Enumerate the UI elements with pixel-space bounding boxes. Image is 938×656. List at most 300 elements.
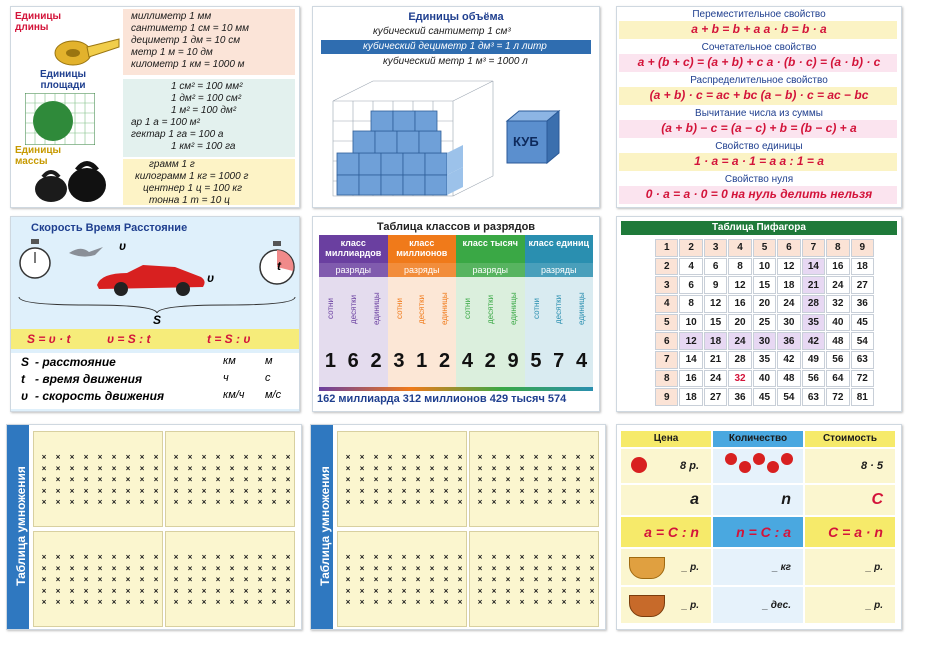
rank-label: десятки (417, 294, 427, 324)
pythagoras-cell: 8 (728, 258, 751, 276)
mult-row: × × × × × (171, 452, 181, 506)
pythagoras-cell: 12 (777, 258, 800, 276)
price-cell: 8 р. (621, 449, 711, 483)
mult-row: × × × × × (213, 452, 223, 506)
price-cell: a = C : n (621, 517, 711, 547)
mult-row: × × × × × (559, 452, 569, 506)
property-formula: 0 · a = a · 0 = 0 на нуль делить нельзя (645, 187, 873, 201)
apple-icon (781, 453, 793, 465)
classes-title: Таблица классов и разрядов (376, 221, 536, 233)
price-cell: _ дес. (713, 587, 803, 623)
rank-label: сотни (325, 298, 335, 320)
legend-unit-2: с (265, 372, 271, 384)
pythagoras-cell: 27 (704, 388, 727, 406)
pythagoras-cell: 63 (802, 388, 825, 406)
digit: 9 (507, 350, 519, 372)
mult-row: × × × × × (81, 452, 91, 506)
rank-label: единицы (508, 292, 518, 326)
pythagoras-cell: 35 (802, 314, 825, 332)
apple-icon (631, 457, 647, 473)
pythagoras-cell: 24 (826, 276, 849, 294)
formula-3: t = S : υ (207, 332, 251, 346)
mult-row: × × × × × (531, 552, 541, 606)
mult-block (469, 531, 599, 627)
pythagoras-cell: 4 (655, 295, 678, 313)
mass-row-4: тонна 1 т = 10 ц (149, 195, 230, 206)
mass-title: Единицы массы (15, 145, 62, 167)
pythagoras-cell: 14 (679, 351, 702, 369)
mult-row: × × × × × (199, 552, 209, 606)
digit: 5 (530, 350, 542, 372)
mult-row: × × × × × (39, 552, 49, 606)
tape-measure-icon (51, 29, 121, 69)
digit: 7 (553, 350, 565, 372)
pythagoras-cell: 48 (777, 370, 800, 388)
mult-row: × × × × × (455, 552, 465, 606)
pythagoras-cell: 24 (728, 332, 751, 350)
mult-row: × × × × × (171, 552, 181, 606)
mult-row: × × × × × (53, 552, 63, 606)
weight-icon (29, 157, 109, 205)
stopwatch-icon (17, 239, 53, 281)
mult-row: × × × × × (39, 452, 49, 506)
pythagoras-cell: 16 (728, 295, 751, 313)
pythagoras-cell: 18 (777, 276, 800, 294)
pythagoras-cell: 3 (704, 239, 727, 257)
digit: 6 (347, 350, 359, 372)
mult-row: × × × × × (587, 452, 597, 506)
property-title: Свойство нуля (724, 174, 794, 185)
mult-row: × × × × × (343, 452, 353, 506)
property-title: Распределительное свойство (690, 75, 828, 86)
pythagoras-cell: 5 (753, 239, 776, 257)
volume-title: Единицы объёма (408, 11, 504, 23)
bird-icon (67, 243, 107, 261)
length-row-4: метр 1 м = 10 дм (131, 47, 213, 58)
mult-row: × × × × × (67, 552, 77, 606)
legend-text: - время движения (35, 372, 143, 386)
digit: 1 (324, 350, 336, 372)
speed-v-label: υ (207, 271, 215, 285)
mult-row: × × × × × (413, 552, 423, 606)
mult-row: × × × × × (95, 552, 105, 606)
classes-caption: 162 миллиарда 312 миллионов 429 тысяч 574 (317, 393, 567, 405)
length-row-5: километр 1 км = 1000 м (131, 59, 245, 70)
area-row-1: 1 см² = 100 мм² (171, 81, 243, 92)
pythagoras-cell: 3 (655, 276, 678, 294)
digit: 2 (439, 350, 451, 372)
pythagoras-cell: 20 (753, 295, 776, 313)
property-title: Свойство единицы (715, 141, 803, 152)
mult-row: × × × × × (123, 552, 133, 606)
area-title: Единицы площади (39, 69, 87, 91)
pythagoras-cell: 8 (826, 239, 849, 257)
mult-row: × × × × × (503, 452, 513, 506)
price-cell: C (805, 485, 895, 515)
mult-row: × × × × × (81, 552, 91, 606)
pythagoras-cell: 48 (826, 332, 849, 350)
mult-card-left (6, 424, 302, 630)
classes-grid (319, 235, 593, 391)
class-header: класс миллионов (388, 235, 457, 263)
mult-row: × × × × × (427, 452, 437, 506)
rank-label: десятки (348, 294, 358, 324)
speed-title: Скорость Время Расстояние (31, 222, 188, 234)
price-cell: _ р. (621, 587, 711, 623)
mult-row: × × × × × (371, 452, 381, 506)
pythagoras-cell: 40 (826, 314, 849, 332)
mult-row: × × × × × (199, 452, 209, 506)
mult-block (337, 531, 467, 627)
digit: 4 (461, 350, 473, 372)
pythagoras-cell: 28 (802, 295, 825, 313)
pythagoras-cell: 40 (753, 370, 776, 388)
pythagoras-cell: 18 (851, 258, 874, 276)
length-row-3: дециметр 1 дм = 10 см (131, 35, 241, 46)
area-row-5: гектар 1 га = 100 а (131, 129, 224, 140)
price-grid (621, 431, 897, 625)
mult-row: × × × × × (587, 552, 597, 606)
pythagoras-cell: 72 (851, 370, 874, 388)
price-cell: _ р. (805, 587, 895, 623)
razr-label: разряды (525, 263, 594, 277)
apple-icon (753, 453, 765, 465)
pythagoras-cell: 5 (655, 314, 678, 332)
mult-row: × × × × × (213, 552, 223, 606)
pythagoras-cell: 36 (851, 295, 874, 313)
price-header: Стоимость (805, 431, 895, 447)
pythagoras-cell: 12 (728, 276, 751, 294)
mult-row: × × × × × (255, 452, 265, 506)
mult-row: × × × × × (241, 452, 251, 506)
razr-label: разряды (456, 263, 525, 277)
mass-row-1: грамм 1 г (149, 159, 195, 170)
mult-row: × × × × × (255, 552, 265, 606)
speed-card (10, 216, 300, 412)
pythagoras-cell: 24 (777, 295, 800, 313)
property-formula: 1 · a = a · 1 = a a : 1 = a (694, 154, 824, 168)
mult-row: × × × × × (399, 552, 409, 606)
mult-card-right (310, 424, 606, 630)
mult-title-left: Таблица умножения (14, 466, 28, 586)
pythagoras-grid (655, 239, 875, 407)
legend-unit-1: км/ч (223, 389, 245, 401)
pythagoras-cell: 12 (679, 332, 702, 350)
mult-row: × × × × × (413, 452, 423, 506)
speed-v-label-top: υ (119, 239, 127, 253)
volume-card (312, 6, 600, 208)
pythagoras-cell: 18 (704, 332, 727, 350)
mult-row: × × × × × (545, 452, 555, 506)
price-cell: _ р. (805, 549, 895, 585)
apple-icon (739, 461, 751, 473)
mult-row: × × × × × (489, 552, 499, 606)
pythagoras-cell: 56 (802, 370, 825, 388)
mult-row: × × × × × (241, 552, 251, 606)
price-header: Количество (713, 431, 803, 447)
pythagoras-title: Таблица Пифагора (712, 222, 806, 233)
pythagoras-cell: 8 (655, 370, 678, 388)
mult-row: × × × × × (441, 452, 451, 506)
mult-block (165, 531, 295, 627)
mult-row: × × × × × (151, 552, 161, 606)
mass-row-3: центнер 1 ц = 100 кг (143, 183, 243, 194)
legend-unit-1: ч (223, 372, 229, 384)
mult-title-right: Таблица умножения (318, 466, 332, 586)
rank-label: сотни (531, 298, 541, 320)
pythagoras-cell: 27 (851, 276, 874, 294)
speed-legend (11, 353, 299, 409)
digit: 2 (370, 350, 382, 372)
pythagoras-cell: 20 (728, 314, 751, 332)
mult-row: × × × × × (109, 552, 119, 606)
cube-label: КУБ (513, 134, 539, 149)
pythagoras-cell: 24 (704, 370, 727, 388)
pythagoras-cell: 1 (655, 239, 678, 257)
car-icon (91, 261, 211, 297)
rank-label: единицы (440, 292, 450, 326)
mult-row: × × × × × (559, 552, 569, 606)
pythagoras-cell: 6 (679, 276, 702, 294)
property-formula: a + (b + c) = (a + b) + c a · (b · c) = (a · b) · c (637, 55, 881, 69)
price-cell: _ р. (621, 549, 711, 585)
area-grid-icon (25, 93, 95, 145)
pythagoras-cell: 28 (728, 351, 751, 369)
mult-row: × × × × × (573, 452, 583, 506)
mult-row: × × × × × (385, 552, 395, 606)
mult-row: × × × × × (67, 452, 77, 506)
pythagoras-cell: 9 (704, 276, 727, 294)
property-title: Сочетательное свойство (701, 42, 817, 53)
length-row-2: сантиметр 1 см = 10 мм (131, 23, 250, 34)
mult-row: × × × × × (503, 552, 513, 606)
pythagoras-cell: 32 (826, 295, 849, 313)
pythagoras-cell: 12 (704, 295, 727, 313)
mult-row: × × × × × (385, 452, 395, 506)
mult-row: × × × × × (137, 552, 147, 606)
mult-row: × × × × × (343, 552, 353, 606)
razr-label: разряды (388, 263, 457, 277)
pythagoras-cell: 45 (753, 388, 776, 406)
class-header: класс тысяч (456, 235, 525, 263)
mult-row: × × × × × (399, 452, 409, 506)
mult-row: × × × × × (545, 552, 555, 606)
mass-row-2: килограмм 1 кг = 1000 г (135, 171, 249, 182)
pythagoras-cell: 32 (728, 370, 751, 388)
rank-label: единицы (577, 292, 587, 326)
pythagoras-cell: 10 (679, 314, 702, 332)
mult-row: × × × × × (475, 552, 485, 606)
volume-row-1: кубический сантиметр 1 см³ (373, 26, 511, 37)
pythagoras-cell: 54 (851, 332, 874, 350)
pythagoras-cell: 42 (802, 332, 825, 350)
formula-2: υ = S : t (107, 332, 151, 346)
apple-icon (725, 453, 737, 465)
volume-row-3: кубический метр 1 м³ = 1000 л (383, 56, 528, 67)
pythagoras-cell: 54 (777, 388, 800, 406)
mult-row: × × × × × (283, 452, 293, 506)
price-card (616, 424, 902, 630)
digit: 4 (576, 350, 588, 372)
pythagoras-cell: 16 (826, 258, 849, 276)
mult-row: × × × × × (573, 552, 583, 606)
apple-icon (767, 461, 779, 473)
mult-row: × × × × × (475, 452, 485, 506)
class-header: класс миллиардов (319, 235, 388, 263)
pythagoras-cell: 9 (851, 239, 874, 257)
rank-label: десятки (485, 294, 495, 324)
mult-row: × × × × × (151, 452, 161, 506)
basket-icon (629, 595, 665, 617)
mult-block (165, 431, 295, 527)
mult-row: × × × × × (357, 452, 367, 506)
pythagoras-cell: 10 (753, 258, 776, 276)
mult-row: × × × × × (489, 452, 499, 506)
legend-text: - расстояние (35, 355, 116, 369)
mult-block (33, 531, 163, 627)
pythagoras-cell: 4 (728, 239, 751, 257)
pythagoras-cell: 56 (826, 351, 849, 369)
mult-row: × × × × × (109, 452, 119, 506)
property-formula: (a + b) · c = ac + bc (a − b) · c = ac − bc (649, 88, 869, 102)
pythagoras-cell: 72 (826, 388, 849, 406)
area-row-3: 1 м² = 100 дм² (171, 105, 237, 116)
properties-card (616, 6, 902, 208)
mult-row: × × × × × (455, 452, 465, 506)
rank-label: сотни (462, 298, 472, 320)
pythagoras-cell: 15 (704, 314, 727, 332)
pythagoras-cell: 16 (679, 370, 702, 388)
units-card (10, 6, 300, 208)
mult-row: × × × × × (427, 552, 437, 606)
pythagoras-cell: 30 (753, 332, 776, 350)
digit: 3 (393, 350, 405, 372)
pythagoras-cell: 36 (728, 388, 751, 406)
pythagoras-cell: 45 (851, 314, 874, 332)
mult-row: × × × × × (517, 552, 527, 606)
price-cell: _ кг (713, 549, 803, 585)
legend-unit-1: км (223, 355, 236, 367)
pythagoras-cell: 63 (851, 351, 874, 369)
mult-row: × × × × × (269, 552, 279, 606)
digit: 1 (416, 350, 428, 372)
pythagoras-cell: 9 (655, 388, 678, 406)
pythagoras-cell: 2 (655, 258, 678, 276)
razr-label: разряды (319, 263, 388, 277)
mult-row: × × × × × (531, 452, 541, 506)
mult-row: × × × × × (53, 452, 63, 506)
legend-symbol: t (21, 372, 25, 386)
price-cell: n (713, 485, 803, 515)
mult-block (337, 431, 467, 527)
price-cell: n = C : a (713, 517, 803, 547)
pythagoras-cell: 21 (704, 351, 727, 369)
mult-row: × × × × × (371, 552, 381, 606)
mult-row: × × × × × (441, 552, 451, 606)
legend-symbol: υ (21, 389, 29, 403)
pythagoras-cell: 6 (655, 332, 678, 350)
mult-row: × × × × × (185, 552, 195, 606)
property-title: Переместительное свойство (692, 9, 826, 20)
pythagoras-cell: 15 (753, 276, 776, 294)
pythagoras-cell: 18 (679, 388, 702, 406)
mult-row: × × × × × (137, 452, 147, 506)
pythagoras-cell: 49 (802, 351, 825, 369)
pythagoras-cell: 8 (679, 295, 702, 313)
pythagoras-cell: 42 (777, 351, 800, 369)
length-row-1: миллиметр 1 мм (131, 11, 212, 22)
mult-row: × × × × × (283, 552, 293, 606)
volume-row-2: кубический дециметр 1 дм³ = 1 л литр (363, 41, 547, 52)
cube-stack-illustration (323, 71, 503, 201)
price-cell: a (621, 485, 711, 515)
mult-block (33, 431, 163, 527)
rank-label: десятки (554, 294, 564, 324)
speed-t-label: t (277, 259, 281, 273)
pythagoras-cell: 14 (802, 258, 825, 276)
rank-label: единицы (371, 292, 381, 326)
area-row-2: 1 дм² = 100 см² (171, 93, 242, 104)
legend-text: - скорость движения (35, 389, 165, 403)
pythagoras-cell: 81 (851, 388, 874, 406)
pythagoras-cell: 35 (753, 351, 776, 369)
pythagoras-cell: 7 (655, 351, 678, 369)
area-row-4: ар 1 а = 100 м² (131, 117, 200, 128)
mult-row: × × × × × (357, 552, 367, 606)
property-formula: (a + b) − c = (a − c) + b = (b − c) + a (661, 121, 857, 135)
mult-row: × × × × × (269, 452, 279, 506)
mult-row: × × × × × (123, 452, 133, 506)
mult-row: × × × × × (227, 452, 237, 506)
classes-bottom-band (319, 387, 593, 391)
price-header: Цена (621, 431, 711, 447)
property-formula: a + b = b + a a · b = b · a (691, 22, 827, 36)
pythagoras-cell: 2 (679, 239, 702, 257)
class-header: класс единиц (525, 235, 594, 263)
mult-row: × × × × × (95, 452, 105, 506)
speed-s-label: S (153, 313, 162, 327)
price-cell: C = a · n (805, 517, 895, 547)
pythagoras-cell: 64 (826, 370, 849, 388)
rank-label: сотни (394, 298, 404, 320)
property-title: Вычитание числа из суммы (695, 108, 823, 119)
pythagoras-cell: 36 (777, 332, 800, 350)
pythagoras-cell: 30 (777, 314, 800, 332)
pythagoras-card (616, 216, 902, 412)
pythagoras-cell: 21 (802, 276, 825, 294)
pythagoras-cell: 4 (679, 258, 702, 276)
pythagoras-cell: 6 (704, 258, 727, 276)
mult-row: × × × × × (517, 452, 527, 506)
legend-unit-2: м/с (265, 389, 282, 401)
area-row-6: 1 км² = 100 га (171, 141, 236, 152)
digit: 2 (484, 350, 496, 372)
distance-brace (17, 295, 297, 315)
legend-unit-2: м (265, 355, 273, 367)
basket-icon (629, 557, 665, 579)
price-cell: 8 · 5 (805, 449, 895, 483)
formula-1: S = υ · t (27, 332, 71, 346)
pythagoras-cell: 25 (753, 314, 776, 332)
mult-block (469, 431, 599, 527)
pythagoras-cell: 7 (802, 239, 825, 257)
mult-row: × × × × × (185, 452, 195, 506)
mult-row: × × × × × (227, 552, 237, 606)
length-title: Единицы длины (15, 11, 62, 33)
pythagoras-cell: 6 (777, 239, 800, 257)
legend-symbol: S (21, 355, 30, 369)
classes-card (312, 216, 600, 412)
